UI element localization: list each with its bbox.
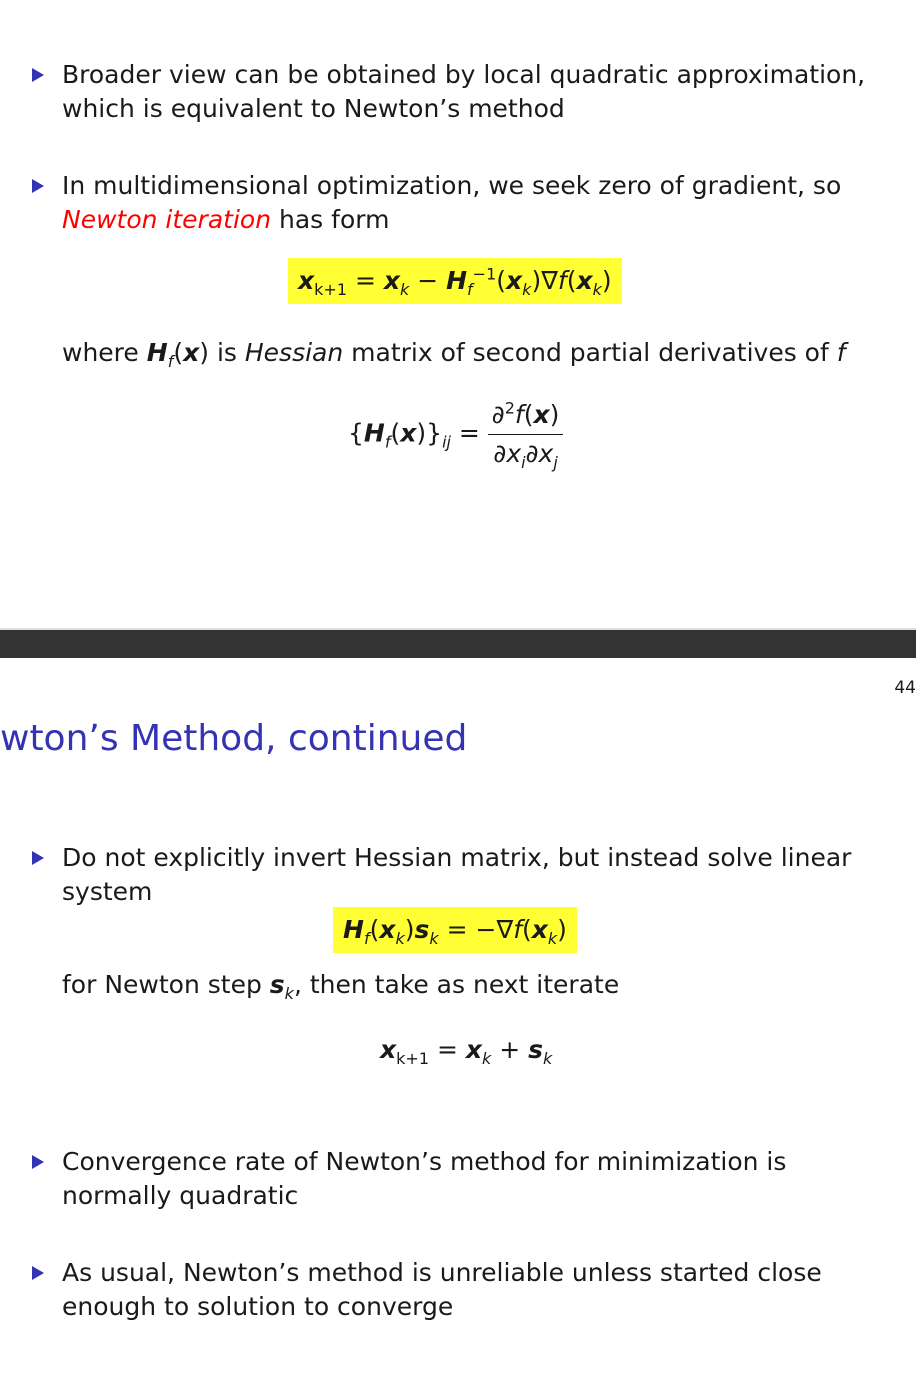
bullet-marker [32, 1155, 44, 1169]
hessian-term: Hessian [244, 338, 344, 367]
bullet-text-solve-linear-system: Do not explicitly invert Hessian matrix, but instead solve linear system [62, 843, 852, 906]
newton-iteration-equation: $x_{k+1} = x_k - H_f^{-1}(x_k)\nabla f(x_k)$ [288, 258, 622, 304]
slide-separator-bar [0, 630, 916, 658]
bullet-text-convergence: Convergence rate of Newton’s method for minimization is normally quadratic [62, 1147, 787, 1210]
slide-title: wton’s Method, continued [0, 718, 468, 759]
bullet-marker [32, 179, 44, 193]
for-newton-step-text: for Newton step [62, 970, 262, 999]
bullet-text-quadratic: Broader view can be obtained by local quadratic approximation, which is equivalent to Newton’s method [62, 60, 866, 123]
newton-step-equation: $H_f(x_k)s_k = -\nabla f(x_k)$ [333, 907, 577, 953]
is-word: is [216, 338, 237, 367]
bullet-text-unreliable: As usual, Newton’s method is unreliable unless started close enough to solution to converge [62, 1258, 822, 1321]
bullet-marker [32, 851, 44, 865]
f-symbol: f [836, 338, 846, 367]
intro-text: In multidimensional optimization, we seek zero of gradient, so [62, 171, 842, 200]
newton-step-text: for Newton step $s_k$, then take as next iterate [62, 970, 620, 1003]
has-form-text: has form [279, 205, 390, 234]
second-derivatives-text: matrix of second partial derivatives of [351, 338, 829, 367]
bullet-marker [32, 68, 44, 82]
next-iterate-equation: $x_{k+1} = x_k + s_k$ [380, 1035, 553, 1068]
next-iterate-text: , then take as next iterate [293, 970, 620, 999]
hessian-definition-equation: $\{H_f(x)\}_{ij}$ = $\frac{\partial^2f(x)}{\partial x_i\partial x_j}$ [348, 398, 563, 471]
where-hessian-text: where $H_f(x)$ is Hessian matrix of second partial derivatives of f [62, 338, 846, 371]
hessian-fraction: $\frac{\partial^2f(x)}{\partial x_i\partial x_j}$ [488, 398, 564, 471]
bullet-text-newton-iteration [62, 169, 892, 237]
page-number: 44 [894, 678, 916, 698]
where-word: where [62, 338, 139, 367]
newton-iteration-term: Newton iteration [62, 205, 272, 234]
bullet-marker [32, 1266, 44, 1280]
